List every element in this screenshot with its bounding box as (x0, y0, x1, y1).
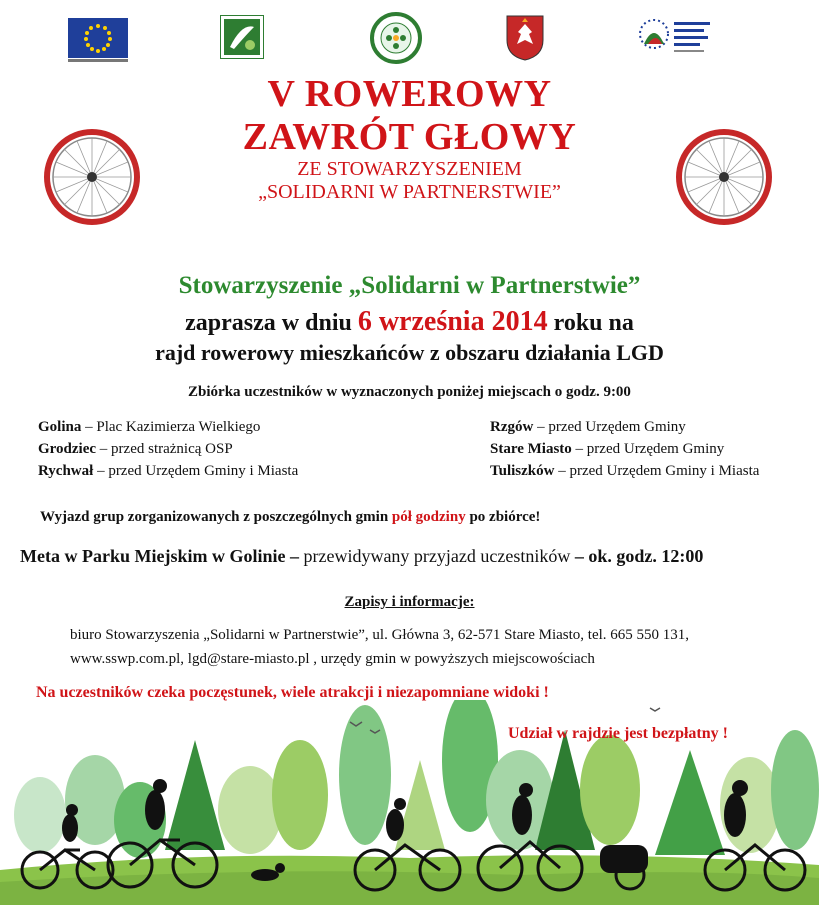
organization-name: Stowarzyszenie „Solidarni w Partnerstwie” (178, 272, 641, 299)
subtitle-line-1: ZE STOWARZYSZENIEM (297, 158, 522, 180)
location-town: Golina (38, 419, 82, 435)
location-town: Rychwał (38, 463, 94, 479)
office-address: biuro Stowarzyszenia „Solidarni w Partnerstwie”, ul. Główna 3, 62-571 Stare Miasto, tel. 665 550 131, (70, 627, 690, 643)
invitation-line (0, 306, 819, 338)
event-date: 6 września 2014 (357, 306, 548, 337)
title-line-2: ZAWRÓT GŁOWY (242, 116, 577, 158)
eu-flag-logo (68, 18, 128, 67)
contact-links: www.sswp.com.pl, lgd@stare-miasto.pl , urzędy gmin w powyższych miejscowościach (70, 651, 595, 667)
free-participation-note: Udział w rajdzie jest bezpłatny ! (508, 725, 728, 742)
location-town: Stare Miasto (490, 441, 572, 457)
location-town: Tuliszków (490, 463, 555, 479)
location-town: Grodziec (38, 441, 97, 457)
location-town: Rzgów (490, 419, 534, 435)
attractions-note: Na uczestników czeka poczęstunek, wiele atrakcji i niezapomniane widoki ! (36, 684, 549, 701)
departure-post: po zbiórce! (465, 509, 541, 525)
location-item (490, 463, 759, 480)
gathering-info: Zbiórka uczestników w wyznaczonych poniżej miejscach o godz. 9:00 (188, 384, 631, 400)
invitation-pre: zaprasza w dniu (185, 310, 358, 336)
location-place: – przed strażnicą OSP (96, 441, 233, 457)
location-item (38, 441, 233, 458)
finish-bold-1: Meta w Parku Miejskim w Golinie – (20, 546, 304, 566)
location-place: – przed Urzędem Gminy (571, 441, 725, 457)
invitation-post: roku na (547, 310, 634, 336)
rally-description: rajd rowerowy mieszkańców z obszaru działania LGD (155, 340, 664, 365)
subtitle-line-2: „SOLIDARNI W PARTNERSTWIE” (258, 181, 561, 203)
leader-logo (220, 15, 264, 64)
location-item (38, 463, 298, 480)
location-item (490, 441, 724, 458)
signup-heading: Zapisy i informacje: (344, 594, 475, 610)
finish-info (20, 546, 703, 567)
location-place: – przed Urzędem Gminy (533, 419, 686, 435)
location-place: – przed Urzędem Gminy i Miasta (93, 463, 299, 479)
finish-normal: przewidywany przyjazd uczestników (303, 546, 575, 566)
solidarni-logo (370, 12, 422, 69)
departure-info (40, 509, 540, 526)
location-place: – Plac Kazimierza Wielkiego (81, 419, 261, 435)
coat-of-arms-logo (505, 14, 545, 67)
location-item (490, 419, 686, 436)
finish-bold-2: – ok. godz. 12:00 (574, 546, 704, 566)
prow-logo (638, 14, 718, 65)
departure-highlight: pół godziny (391, 509, 466, 525)
location-place: – przed Urzędem Gminy i Miasta (554, 463, 760, 479)
title-line-1: V ROWEROWY (267, 73, 552, 115)
departure-pre: Wyjazd grup zorganizowanych z poszczególnych gmin (40, 509, 392, 525)
location-item (38, 419, 260, 436)
